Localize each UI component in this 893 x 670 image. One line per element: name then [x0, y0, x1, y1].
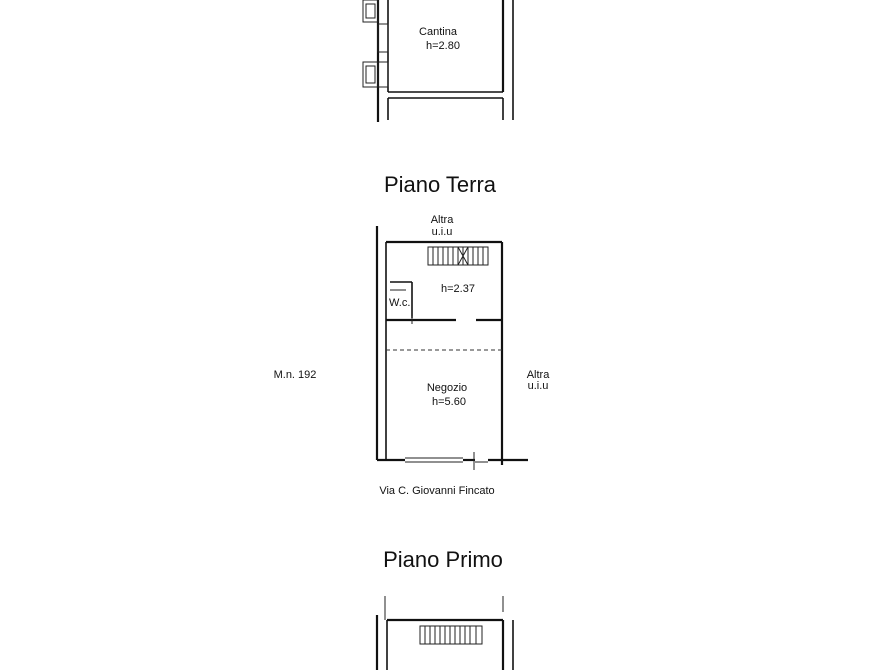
first-floor-plan: [377, 596, 513, 670]
ground-floor-title: Piano Terra: [383, 172, 497, 197]
wc-label: W.c.: [389, 297, 411, 309]
shop-room-height: h=5.60: [432, 396, 466, 408]
basement-room-name: Cantina: [419, 26, 457, 38]
ground-floor-plan: [377, 226, 528, 470]
neighbor-left-label: M.n. 192: [273, 369, 317, 381]
neighbor-top-label: Altra: [430, 214, 454, 226]
neighbor-right-label-unit: u.i.u: [527, 380, 549, 392]
first-floor-title: Piano Primo: [383, 547, 503, 572]
neighbor-top-label-unit: u.i.u: [431, 226, 453, 238]
basement-room-height: h=2.80: [426, 40, 460, 52]
shop-room-name: Negozio: [426, 382, 468, 394]
street-name: Via C. Giovanni Fincato: [379, 485, 495, 497]
back-room-height: h=2.37: [441, 283, 475, 295]
neighbor-right-label: Altra: [526, 369, 550, 381]
basement-plan: [363, 0, 513, 122]
